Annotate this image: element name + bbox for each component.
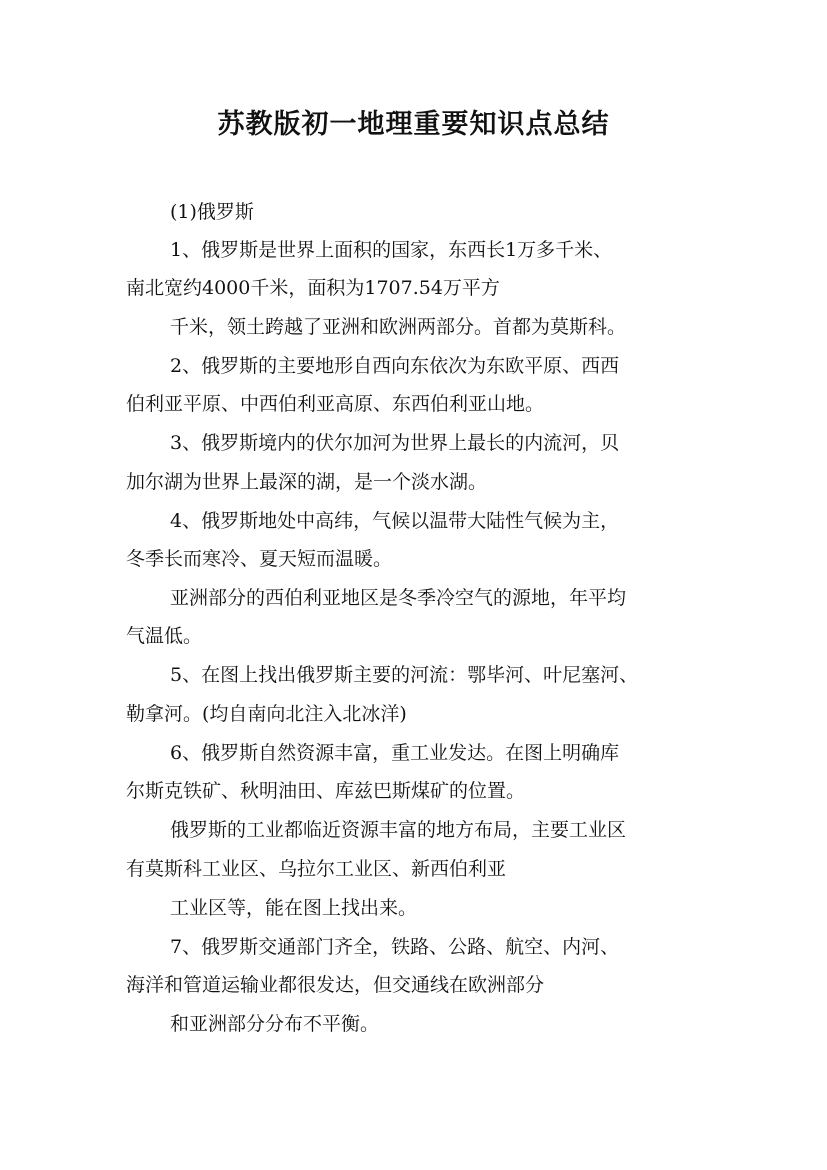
paragraph-line: 3、俄罗斯境内的伏尔加河为世界上最长的内流河，贝 — [170, 432, 620, 454]
paragraph-line: 勒拿河。(均自南向北注入北冰洋) — [126, 703, 407, 725]
paragraph-line: 5、在图上找出俄罗斯主要的河流：鄂毕河、叶尼塞河、 — [170, 664, 639, 686]
paragraph-line: 和亚洲部分分布不平衡。 — [170, 1013, 380, 1035]
paragraph-line: 冬季长而寒冷、夏天短而温暖。 — [126, 548, 393, 570]
paragraph-line: 尔斯克铁矿、秋明油田、库兹巴斯煤矿的位置。 — [126, 780, 526, 802]
paragraph-line: 2、俄罗斯的主要地形自西向东依次为东欧平原、西西 — [170, 355, 620, 377]
paragraph-line: 俄罗斯的工业都临近资源丰富的地方布局，主要工业区 — [170, 819, 627, 841]
paragraph-line: 6、俄罗斯自然资源丰富，重工业发达。在图上明确库 — [170, 742, 620, 764]
paragraph-line: 工业区等，能在图上找出来。 — [170, 897, 418, 919]
paragraph-line: 7、俄罗斯交通部门齐全，铁路、公路、航空、内河、 — [170, 936, 620, 958]
paragraph-line: 伯利亚平原、中西伯利亚高原、东西伯利亚山地。 — [126, 393, 545, 415]
paragraph-line: 亚洲部分的西伯利亚地区是冬季冷空气的源地，年平均 — [170, 587, 627, 609]
paragraph-line: 加尔湖为世界上最深的湖，是一个淡水湖。 — [126, 471, 488, 493]
paragraph-line: 南北宽约4000千米，面积为1707.54万平方 — [126, 277, 500, 299]
paragraph-line: 有莫斯科工业区、乌拉尔工业区、新西伯利亚 — [126, 858, 507, 880]
paragraph-line: 千米，领土跨越了亚洲和欧洲两部分。首都为莫斯科。 — [170, 316, 627, 338]
paragraph-line: 气温低。 — [126, 625, 203, 647]
section-heading: (1)俄罗斯 — [170, 201, 254, 223]
document-title: 苏教版初一地理重要知识点总结 — [217, 109, 610, 140]
paragraph-line: 1、俄罗斯是世界上面积的国家，东西长1万多千米、 — [170, 239, 613, 261]
paragraph-line: 4、俄罗斯地处中高纬，气候以温带大陆性气候为主， — [170, 510, 620, 532]
paragraph-line: 海洋和管道运输业都很发达，但交通线在欧洲部分 — [126, 974, 545, 996]
